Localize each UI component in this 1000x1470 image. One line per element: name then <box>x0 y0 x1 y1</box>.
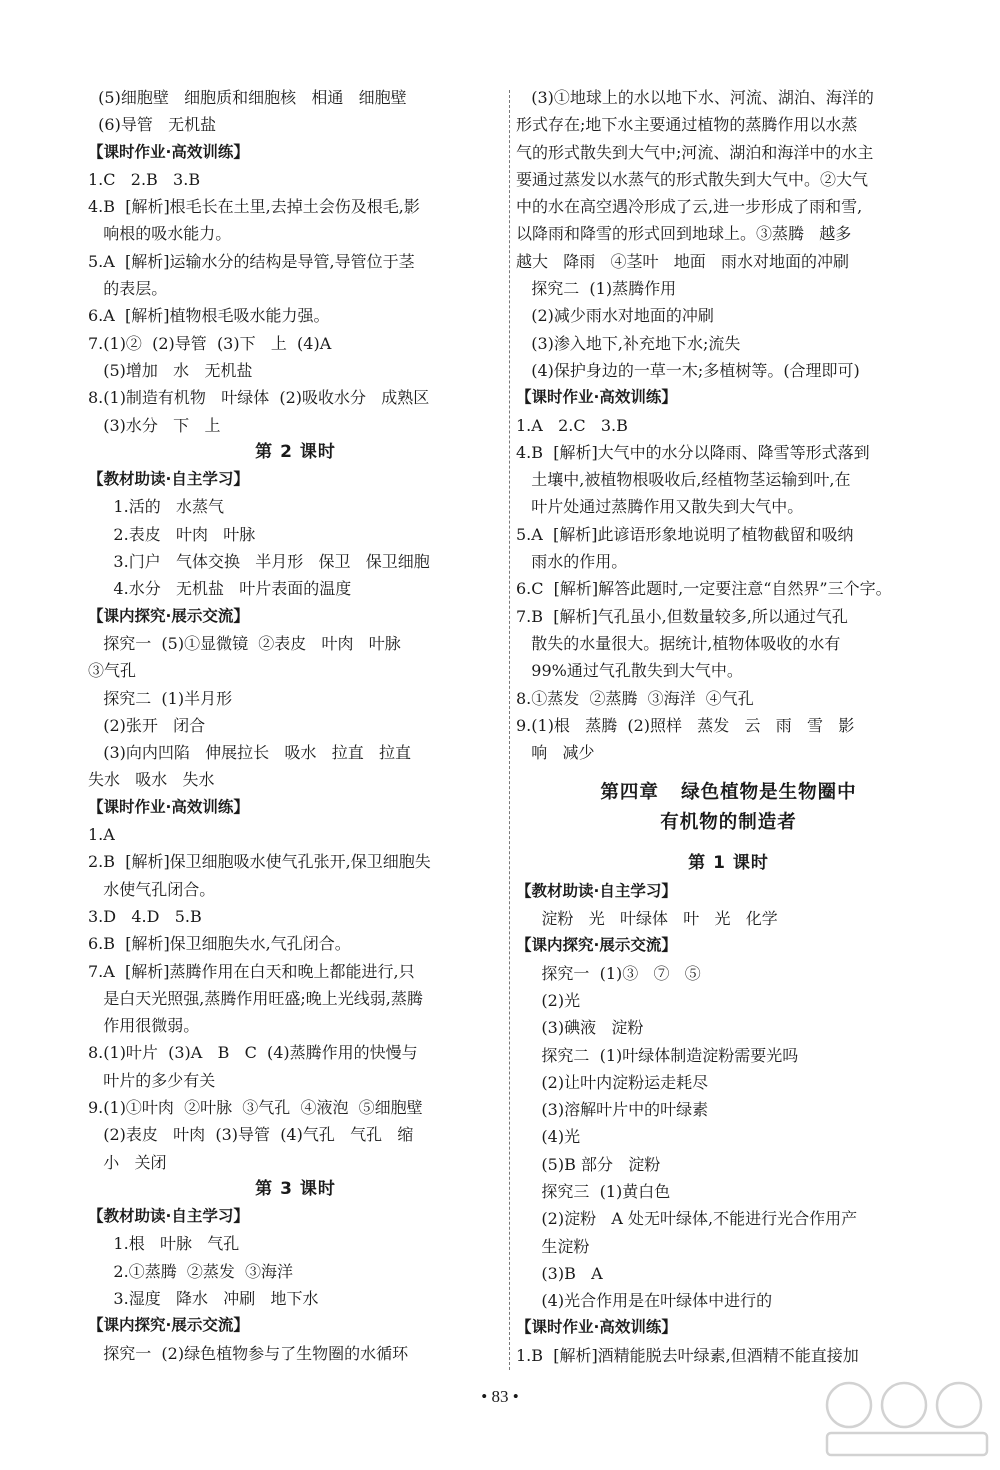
left-text-line: 6.B [解析]保卫细胞失水,气孔闭合。 <box>88 934 351 954</box>
left-text-line: (2)表皮 叶肉 (3)导管 (4)气孔 气孔 缩 <box>88 1125 414 1145</box>
right-text-line: 气的形式散失到大气中;河流、湖泊和海洋中的水主 <box>516 142 874 162</box>
right-text-line: (2)光 <box>516 990 581 1010</box>
left-text-line: 1.根 叶脉 气孔 <box>88 1234 240 1254</box>
left-column <box>88 84 503 1367</box>
left-text-line: 的表层。 <box>88 279 168 299</box>
right-text-line: (2)让叶内淀粉运走耗尽 <box>516 1072 709 1092</box>
right-text-line: 土壤中,被植物根吸收后,经植物茎运输到叶,在 <box>516 470 851 490</box>
right-text-line: 8.①蒸发 ②蒸腾 ③海洋 ④气孔 <box>516 688 754 708</box>
left-text-line: 叶片的多少有关 <box>88 1070 216 1090</box>
right-text-line: 探究三 (1)黄白色 <box>516 1181 671 1201</box>
left-text-line: 3.D 4.D 5.B <box>88 906 202 926</box>
right-chapter-title: 有机物的制造者 <box>660 812 797 834</box>
right-text-line: 探究二 (1)蒸腾作用 <box>516 279 677 299</box>
left-section-header: 【教材助读·自主学习】 <box>88 470 249 489</box>
left-section-header: 【课内探究·展示交流】 <box>88 606 249 625</box>
right-text-line: (3)B A <box>516 1263 603 1283</box>
right-section-header: 【教材助读·自主学习】 <box>516 881 677 900</box>
left-text-line: 4.水分 无机盐 叶片表面的温度 <box>88 579 352 599</box>
left-section-header: 【课时作业·高效训练】 <box>88 142 249 161</box>
left-text-line: (3)水分 下 上 <box>88 415 221 435</box>
left-text-line: (3)向内凹陷 伸展拉长 吸水 拉直 拉直 <box>88 743 411 763</box>
right-lesson-title: 第 1 课时 <box>688 853 769 874</box>
column-divider <box>509 90 510 1370</box>
left-text-line: (5)增加 水 无机盐 <box>88 360 253 380</box>
left-text-line: 7.A [解析]蒸腾作用在白天和晚上都能进行,只 <box>88 961 415 981</box>
right-text-line: (4)保护身边的一草一木;多植树等。(合理即可) <box>516 360 860 380</box>
right-text-line: 6.C [解析]解答此题时,一定要注意“自然界”三个字。 <box>516 579 892 599</box>
right-text-line: (2)减少雨水对地面的冲刷 <box>516 306 714 326</box>
right-section-header: 【课时作业·高效训练】 <box>516 1318 677 1337</box>
left-text-line: 5.A [解析]运输水分的结构是导管,导管位于茎 <box>88 251 415 271</box>
left-lesson-title: 第 2 课时 <box>255 441 336 462</box>
right-section-header: 【课时作业·高效训练】 <box>516 388 677 407</box>
right-spacer <box>516 766 941 778</box>
right-text-line: 形式存在;地下水主要通过植物的蒸腾作用以水蒸 <box>516 115 858 135</box>
watermark-logo <box>819 1375 994 1460</box>
right-chapter-title: 第四章 绿色植物是生物圈中 <box>600 782 857 804</box>
right-text-line: 雨水的作用。 <box>516 552 628 572</box>
right-text-line: 要通过蒸发以水蒸气的形式散失到大气中。②大气 <box>516 169 869 189</box>
right-text-line: (3)①地球上的水以地下水、河流、湖泊、海洋的 <box>516 88 874 107</box>
left-section-header: 【课时作业·高效训练】 <box>88 797 249 816</box>
left-text-line: (2)张开 闭合 <box>88 715 206 735</box>
right-text-line: 响 减少 <box>516 743 595 763</box>
left-text-line: 探究二 (1)半月形 <box>88 688 233 708</box>
left-text-line: 1.C 2.B 3.B <box>88 169 201 189</box>
right-text-line: 9.(1)根 蒸腾 (2)照样 蒸发 云 雨 雪 影 <box>516 715 855 735</box>
left-text-line: 8.(1)叶片 (3)A B C (4)蒸腾作用的快慢与 <box>88 1043 418 1063</box>
right-text-line: (4)光合作用是在叶绿体中进行的 <box>516 1291 773 1311</box>
right-text-line: (3)碘液 淀粉 <box>516 1018 644 1038</box>
right-section-header: 【课内探究·展示交流】 <box>516 936 677 955</box>
left-text-line: 6.A [解析]植物根毛吸水能力强。 <box>88 306 330 326</box>
left-text-line: 失水 吸水 失水 <box>88 770 215 790</box>
right-text-line: 4.B [解析]大气中的水分以降雨、降雪等形式落到 <box>516 442 870 462</box>
right-column <box>516 84 941 1369</box>
right-text-line: 5.A [解析]此谚语形象地说明了植物截留和吸纳 <box>516 524 854 544</box>
left-text-line: (5)细胞壁 细胞质和细胞核 相通 细胞壁 <box>88 88 407 107</box>
left-text-line: 1.活的 水蒸气 <box>88 497 224 517</box>
left-text-line: 7.(1)② (2)导管 (3)下 上 (4)A <box>88 333 332 353</box>
left-text-line: 水使气孔闭合。 <box>88 879 216 899</box>
left-text-line: 8.(1)制造有机物 叶绿体 (2)吸收水分 成熟区 <box>88 388 430 408</box>
left-text-line: 4.B [解析]根毛长在土里,去掉土会伤及根毛,影 <box>88 197 420 217</box>
left-text-line: (6)导管 无机盐 <box>88 115 217 135</box>
left-text-line: 2.表皮 叶肉 叶脉 <box>88 524 256 544</box>
left-text-line: 响根的吸水能力。 <box>88 224 232 244</box>
left-lesson-title: 第 3 课时 <box>255 1178 336 1199</box>
right-text-line: 叶片处通过蒸腾作用又散失到大气中。 <box>516 497 804 517</box>
right-text-line: 探究一 (1)③ ⑦ ⑤ <box>516 963 701 983</box>
right-text-line: 探究二 (1)叶绿体制造淀粉需要光吗 <box>516 1045 799 1065</box>
left-text-line: 2.B [解析]保卫细胞吸水使气孔张开,保卫细胞失 <box>88 852 431 872</box>
left-text-line: 作用很微弱。 <box>88 1016 200 1036</box>
left-text-line: ③气孔 <box>88 661 137 681</box>
right-text-line: (5)B 部分 淀粉 <box>516 1154 661 1174</box>
left-text-line: 探究一 (5)①显微镜 ②表皮 叶肉 叶脉 <box>88 633 401 653</box>
right-text-line: (2)淀粉 A 处无叶绿体,不能进行光合作用产 <box>516 1209 858 1229</box>
left-text-line: 3.门户 气体交换 半月形 保卫 保卫细胞 <box>88 552 430 572</box>
right-text-line: 越大 降雨 ④茎叶 地面 雨水对地面的冲刷 <box>516 251 850 271</box>
right-text-line: (4)光 <box>516 1127 581 1147</box>
page-number: • 83 • <box>481 1387 519 1406</box>
right-text-line: 淀粉 光 叶绿体 叶 光 化学 <box>516 909 778 929</box>
right-text-line: 1.A 2.C 3.B <box>516 415 628 435</box>
right-text-line: 散失的水量很大。据统计,植物体吸收的水有 <box>516 633 841 653</box>
right-text-line: (3)溶解叶片中的叶绿素 <box>516 1100 709 1120</box>
left-text-line: 探究一 (2)绿色植物参与了生物圈的水循环 <box>88 1343 409 1363</box>
left-text-line: 1.A <box>88 825 115 845</box>
left-text-line: 小 关闭 <box>88 1152 167 1172</box>
right-text-line: 1.B [解析]酒精能脱去叶绿素,但酒精不能直接加 <box>516 1345 859 1365</box>
left-section-header: 【教材助读·自主学习】 <box>88 1207 249 1226</box>
left-text-line: 是白天光照强,蒸腾作用旺盛;晚上光线弱,蒸腾 <box>88 988 423 1008</box>
right-text-line: 中的水在高空遇冷形成了云,进一步形成了雨和雪, <box>516 197 863 217</box>
right-spacer <box>516 838 941 850</box>
right-text-line: 生淀粉 <box>516 1236 590 1256</box>
right-text-line: (3)渗入地下,补充地下水;流失 <box>516 333 741 353</box>
right-text-line: 7.B [解析]气孔虽小,但数量较多,所以通过气孔 <box>516 606 848 626</box>
left-text-line: 9.(1)①叶肉 ②叶脉 ③气孔 ④液泡 ⑤细胞壁 <box>88 1097 423 1117</box>
right-text-line: 99%通过气孔散失到大气中。 <box>516 661 743 681</box>
right-text-line: 以降雨和降雪的形式回到地球上。③蒸腾 越多 <box>516 224 852 244</box>
left-section-header: 【课内探究·展示交流】 <box>88 1316 249 1335</box>
left-text-line: 3.湿度 降水 冲刷 地下水 <box>88 1289 319 1309</box>
left-text-line: 2.①蒸腾 ②蒸发 ③海洋 <box>88 1261 294 1281</box>
